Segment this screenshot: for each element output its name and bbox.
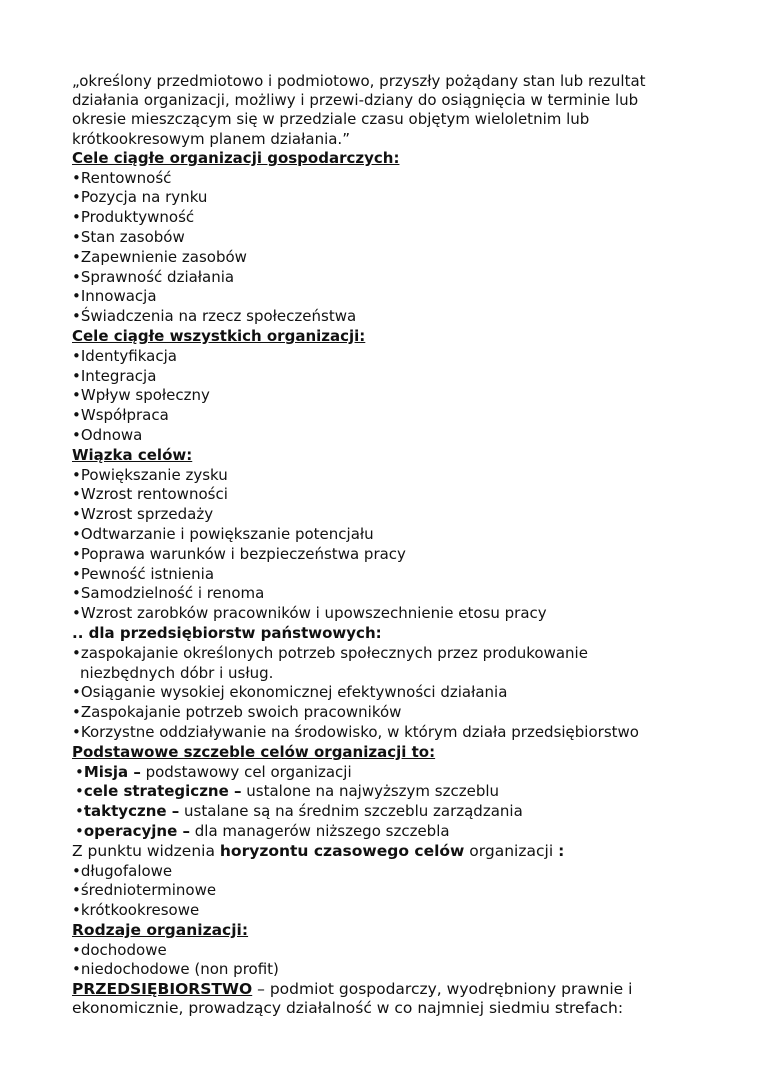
bullet-icon: •: [75, 782, 84, 801]
bullet-icon: •: [72, 287, 81, 306]
list-item: •Zaspokajanie potrzeb swoich pracowników: [72, 703, 402, 722]
list-item: •zaspokajanie określonych potrzeb społecznych przez produkowanie: [72, 643, 588, 662]
quote-line: działania organizacji, możliwy i przewi-dziany do osiągnięcia w terminie lub: [72, 91, 639, 110]
quote-line: krótkookresowym planem działania.”: [72, 129, 350, 148]
list-item: •Pozycja na rynku: [72, 188, 208, 207]
list-item: •Produktywność: [72, 208, 195, 227]
list-item: •Zapewnienie zasobów: [72, 247, 247, 266]
bullet-icon: •: [72, 247, 81, 266]
list-item: •Rentowność: [72, 168, 172, 187]
section-heading-continuous-goals-economic: Cele ciągłe organizacji gospodarczych:: [72, 148, 400, 167]
bullet-icon: •: [72, 861, 81, 880]
list-item: •krótkookresowe: [72, 901, 200, 920]
list-item: •Integracja: [72, 366, 157, 385]
bullet-icon: •: [72, 722, 81, 741]
list-item: •Współpraca: [72, 406, 169, 425]
list-state-enterprises: [72, 644, 692, 743]
list-item: •Korzystne oddziaływanie na środowisko, w którym działa przedsiębiorstwo: [72, 722, 639, 741]
list-item: •taktyczne – ustalane są na średnim szczeblu zarządzania: [75, 802, 523, 821]
list-time-horizon: [72, 862, 692, 921]
section-heading-state-enterprises: .. dla przedsiębiorstw państwowych:: [72, 623, 382, 642]
section-heading-continuous-goals-all: Cele ciągłe wszystkich organizacji:: [72, 326, 366, 345]
bullet-icon: •: [72, 960, 81, 979]
bullet-icon: •: [72, 505, 81, 524]
bullet-icon: •: [72, 406, 81, 425]
list-item: •Wzrost zarobków pracowników i upowszechnienie etosu pracy: [72, 604, 547, 623]
list-item: •Świadczenia na rzecz społeczeństwa: [72, 307, 357, 326]
list-item: •długofalowe: [72, 861, 173, 880]
list-item: •Poprawa warunków i bezpieczeństwa pracy: [72, 544, 406, 563]
bullet-icon: •: [75, 821, 84, 840]
section-heading-organization-types: Rodzaje organizacji:: [72, 920, 249, 939]
definition-quote: [72, 72, 692, 149]
bullet-icon: •: [72, 683, 81, 702]
enterprise-definition-line: ekonomicznie, prowadzący działalność w co najmniej siedmiu strefach:: [72, 999, 624, 1018]
list-continuous-goals-all: [72, 347, 692, 446]
list-item: •operacyjne – dla managerów niższego szczebla: [75, 821, 450, 840]
list-item: •dochodowe: [72, 940, 167, 959]
bullet-icon: •: [72, 901, 81, 920]
list-item: •Wzrost sprzedaży: [72, 505, 214, 524]
bullet-icon: •: [72, 208, 81, 227]
bullet-icon: •: [72, 267, 81, 286]
quote-line: „określony przedmiotowo i podmiotowo, przyszły pożądany stan lub rezultat: [72, 72, 646, 90]
bullet-icon: •: [72, 168, 81, 187]
list-item: •Samodzielność i renoma: [72, 584, 265, 603]
section-heading-goal-bundle: Wiązka celów:: [72, 445, 193, 464]
section-heading-goal-levels: Podstawowe szczeble celów organizacji to:: [72, 742, 436, 761]
list-item-continuation: niezbędnych dóbr i usług.: [80, 663, 274, 682]
bullet-icon: •: [72, 228, 81, 246]
bullet-icon: •: [72, 425, 81, 444]
list-goal-bundle: [72, 466, 692, 624]
list-item: •Stan zasobów: [72, 228, 185, 246]
list-item: •Powiększanie zysku: [72, 465, 228, 484]
list-item: •Wpływ społeczny: [72, 386, 210, 405]
bullet-icon: •: [72, 366, 81, 385]
bullet-icon: •: [72, 604, 81, 623]
bullet-icon: •: [72, 703, 81, 722]
document-page: [72, 72, 692, 1019]
bullet-icon: •: [72, 386, 81, 405]
list-continuous-goals-economic: [72, 169, 692, 327]
bullet-icon: •: [72, 524, 81, 543]
bullet-icon: •: [72, 188, 81, 207]
list-item: •Identyfikacja: [72, 346, 177, 365]
list-goal-levels: [72, 763, 692, 842]
bullet-icon: •: [72, 485, 81, 504]
bullet-icon: •: [72, 940, 81, 959]
bullet-icon: •: [72, 346, 81, 365]
list-item: •średnioterminowe: [72, 881, 217, 900]
list-item: •Odtwarzanie i powiększanie potencjału: [72, 524, 374, 543]
bullet-icon: •: [75, 762, 84, 781]
bullet-icon: •: [72, 881, 81, 900]
bullet-icon: •: [72, 465, 81, 484]
list-item: •niedochodowe (non profit): [72, 960, 279, 979]
bullet-icon: •: [75, 802, 84, 821]
bullet-icon: •: [72, 584, 81, 603]
list-item: •cele strategiczne – ustalone na najwyższym szczeblu: [75, 782, 500, 801]
list-organization-types: [72, 941, 692, 981]
quote-line: okresie mieszczącym się w przedziale czasu objętym wieloletnim lub: [72, 110, 590, 129]
list-item: •Sprawność działania: [72, 267, 235, 286]
time-horizon-intro: Z punktu widzenia horyzontu czasowego celów organizacji :: [72, 841, 565, 860]
list-item: •Pewność istnienia: [72, 564, 215, 583]
bullet-icon: •: [72, 643, 81, 662]
list-item: •Misja – podstawowy cel organizacji: [75, 762, 352, 781]
bullet-icon: •: [72, 307, 81, 326]
bullet-icon: •: [72, 564, 81, 583]
list-item: •Wzrost rentowności: [72, 485, 228, 504]
bullet-icon: •: [72, 544, 81, 563]
list-item: •Odnowa: [72, 425, 143, 444]
list-item: •Innowacja: [72, 287, 157, 306]
list-item: •Osiąganie wysokiej ekonomicznej efektywności działania: [72, 683, 508, 702]
enterprise-definition: [72, 980, 692, 1018]
enterprise-definition-line: PRZEDSIĘBIORSTWO – podmiot gospodarczy, wyodrębniony prawnie i: [72, 980, 633, 999]
